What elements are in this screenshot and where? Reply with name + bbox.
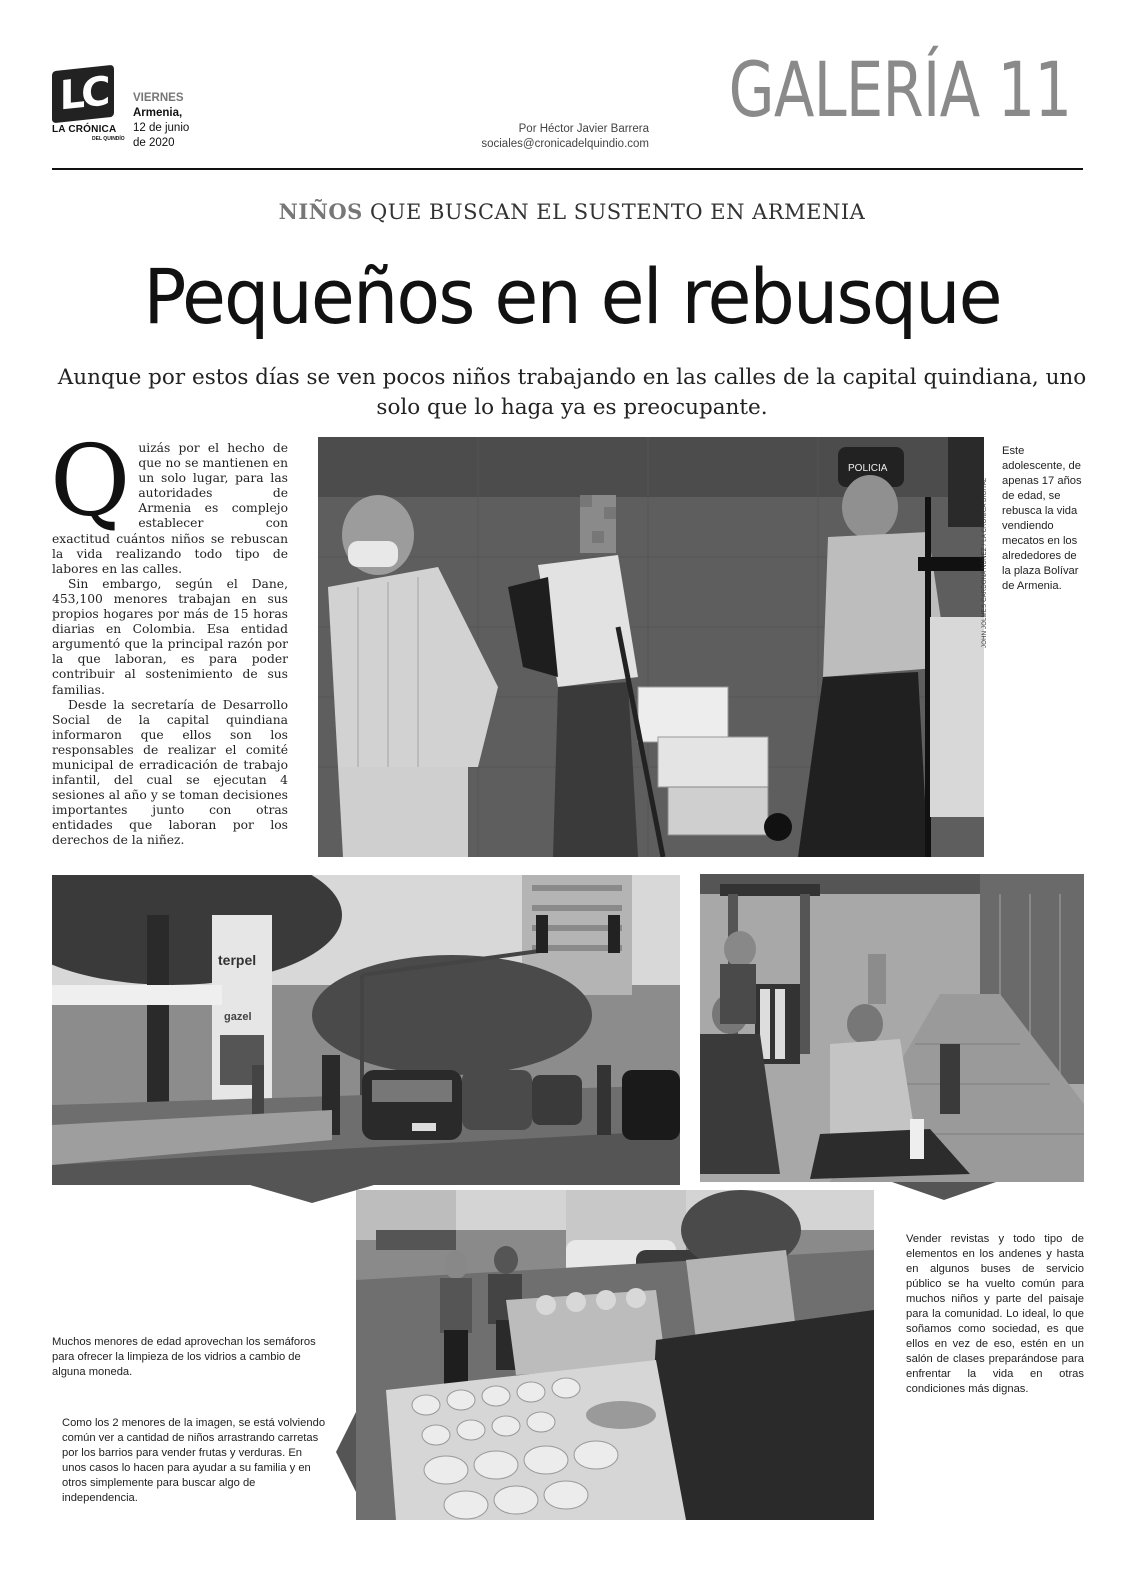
paragraph-1-text: uizás por el hecho de que no se mantienen en un solo lugar, para las autoridades de Armenia es complejo establecer con exactitud cuántos niños se rebuscan la vida realizando todo tipo de labores en las calles. — [52, 441, 288, 576]
photo-credit: JOHN JOLMES CARDONA NÚÑEZ / LA CRÓNICA DIGITAL — [982, 477, 988, 648]
dateline — [133, 91, 189, 151]
byline — [481, 122, 649, 152]
caption-sidewalk-vendor: Vender revistas y todo tipo de elementos en los andenes y hasta en algunos buses de servicio público se ha vuelto común para muchos niños y parte del paisaje para la comunidad. Lo ideal, lo que soñamos como sociedad, es que ellos en vez de eso, estén en un salón de clases preparándose para enfrentar la vida en otras condiciones más dignas. — [906, 1233, 1084, 1395]
sign-gazel: gazel — [224, 1011, 252, 1023]
article-body — [50, 425, 288, 849]
photo-sidewalk-vendor — [700, 874, 1084, 1182]
header-rule — [52, 168, 1083, 170]
caption-street-traffic: Muchos menores de edad aprovechan los semáforos para ofrecer la limpieza de los vidrios a cambio de alguna moneda. — [52, 1336, 316, 1378]
paragraph-2: Sin embargo, según el Dane, 453,100 menores trabajan en sus propios hogares por más de 15 horas diarias en Colombia. Esa entidad argumentó que la principal razón por la que laboran, es para poder contribuir al sostenimiento de sus familias. — [52, 576, 288, 697]
logo-name: LA CRÓNICA — [52, 124, 117, 135]
sign-terpel: terpel — [218, 952, 257, 968]
section-name: GALERÍA — [728, 45, 980, 134]
headline: Pequeños en el rebusque — [143, 252, 1001, 341]
logo-mark: LC — [52, 65, 114, 124]
year: de 2020 — [133, 137, 175, 149]
weekday: VIERNES — [133, 92, 184, 104]
caption-pointer-vendor — [892, 1182, 996, 1200]
photo-street-traffic — [52, 875, 680, 1185]
page-number: 11 — [997, 45, 1071, 134]
paragraph-1 — [50, 425, 288, 577]
kicker-strong: NIÑOS — [278, 199, 363, 224]
caption-teen-vendor: Este adolescente, de apenas 17 años de edad, se rebusca la vida vendiendo mecatos en los alrededores de la plaza Bolívar de Armenia. — [1002, 445, 1082, 592]
dropcap: Q — [50, 425, 131, 539]
kicker-rest: QUE BUSCAN EL SUSTENTO EN ARMENIA — [370, 200, 866, 224]
paragraph-3: Desde la secretaría de Desarrollo Social de la capital quindiana informaron que ellos son los responsables de realizar el comité municipal de erradicación de trabajo infantil, del cual se ejecutan 4 sesiones al año y se toman decisiones importantes junto con otras entidades que laboran por los derechos de la niñez. — [52, 697, 288, 848]
caption-pointer-cart — [336, 1412, 356, 1492]
section-title — [728, 45, 1071, 134]
author-email: sociales@cronicadelquindio.com — [481, 138, 649, 150]
city: Armenia, — [133, 107, 183, 119]
deck: Aunque por estos días se ven pocos niños trabajando en las calles de la capital quindiana, uno solo que lo haga ya es preocupante. — [57, 365, 1087, 420]
author: Por Héctor Javier Barrera — [518, 123, 649, 135]
photo-teen-vendor — [318, 437, 984, 857]
kicker — [0, 199, 1144, 224]
logo-subtitle: DEL QUINDÍO — [92, 136, 125, 142]
day-month: 12 de junio — [133, 122, 190, 134]
newspaper-logo — [52, 64, 125, 142]
photo-fruit-cart — [356, 1190, 874, 1520]
caption-fruit-cart: Como los 2 menores de la imagen, se está volviendo común ver a cantidad de niños arrastrando carretas por los barrios para vender frutas y verduras. En unos casos lo hacen para ayudar a su familia y en otros simplemente para buscar algo de independencia. — [62, 1417, 326, 1504]
police-cap-label: POLICIA — [848, 463, 888, 474]
